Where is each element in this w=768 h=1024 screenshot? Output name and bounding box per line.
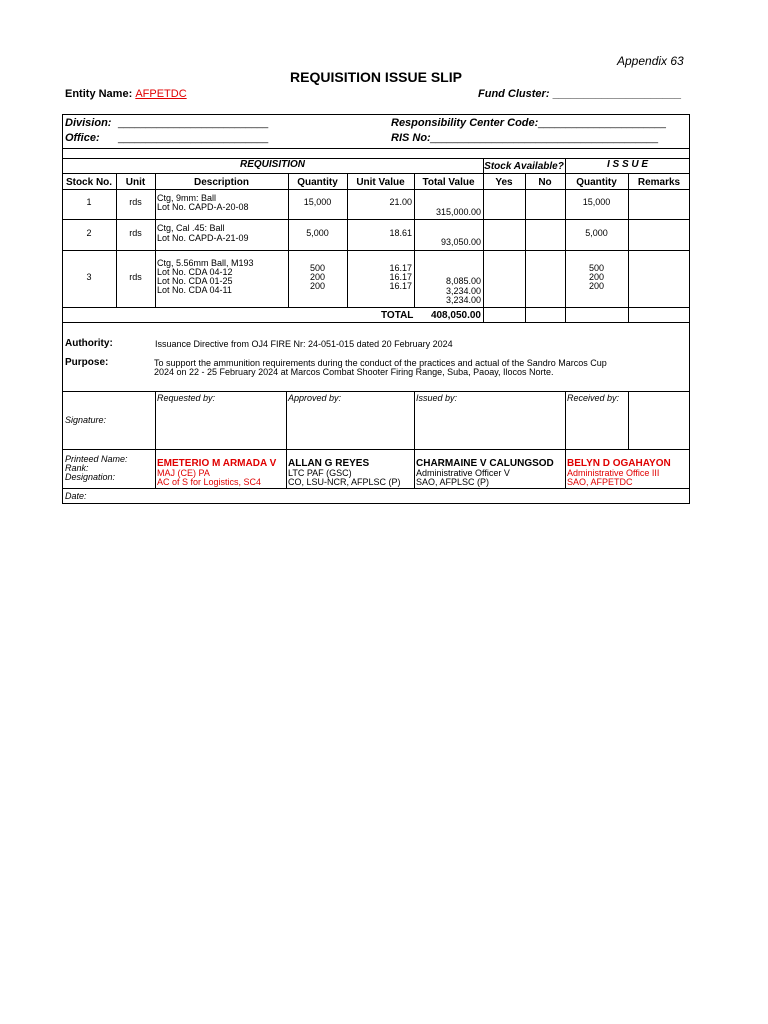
requested-name: EMETERIO M ARMADA V (157, 458, 277, 469)
row2-stock-no: 2 (86, 228, 92, 238)
col-no: No (538, 177, 552, 188)
table-line (155, 173, 156, 307)
row3-unit: rds (129, 272, 142, 282)
total-label: TOTAL (381, 310, 414, 321)
row3-desc: Lot No. CDA 01-25 (157, 276, 233, 286)
row1-issue-qty: 15,000 (582, 197, 611, 207)
authority-text: Issuance Directive from OJ4 FIRE Nr: 24-051-015 dated 20 February 2024 (155, 339, 453, 349)
requested-designation: AC of S for Logistics, SC4 (157, 477, 262, 487)
approved-designation: CO, LSU-NCR, AFPLSC (P) (288, 477, 401, 487)
row2-issue-qty: 5,000 (585, 228, 608, 238)
row3-stock-no: 3 (86, 272, 92, 282)
divider (62, 488, 690, 489)
requested-rank: MAJ (CE) PA (157, 468, 210, 478)
table-line (62, 219, 690, 220)
table-line (62, 307, 690, 308)
row1-total: 315,000.00 (435, 207, 481, 217)
rcc-line: _______________________ (538, 118, 666, 129)
table-line (628, 173, 629, 322)
divider (62, 148, 690, 149)
divider (628, 391, 629, 449)
row3-issue-qty: 500 (588, 263, 605, 273)
row1-unit-value: 21.00 (389, 197, 412, 207)
signature-label: Signature: (65, 415, 107, 425)
ris-label: RIS No: (391, 132, 431, 144)
office-label: Office: (65, 132, 100, 144)
row1-desc: Lot No. CAPD-A-20-08 (157, 202, 249, 212)
office-line: ___________________________ (118, 133, 269, 144)
row3-unit-value: 16.17 (389, 263, 412, 273)
purpose-text: To support the ammunition requirements during the conduct of the practices and actual of the Sandro Marcos Cup (154, 358, 607, 368)
table-line (116, 173, 117, 307)
entity-name (65, 88, 187, 100)
received-name: BELYN D OGAHAYON (567, 458, 671, 469)
row1-unit: rds (129, 197, 142, 207)
issued-rank: Administrative Officer V (416, 468, 510, 478)
row2-desc: Ctg, Cal .45: Ball (157, 223, 225, 233)
approved-name: ALLAN G REYES (288, 458, 370, 469)
received-rank: Administrative Office III (567, 468, 660, 478)
row2-desc: Lot No. CAPD-A-21-09 (157, 233, 249, 243)
table-line (483, 158, 484, 322)
issued-by-label: Issued by: (416, 393, 458, 403)
col-total-value: Total Value (422, 177, 475, 188)
total-value: 408,050.00 (430, 310, 481, 321)
table-line (62, 322, 690, 323)
stock-available-header: Stock Available? (484, 161, 564, 172)
issued-name: CHARMAINE V CALUNGSOD (416, 458, 554, 469)
row1-desc: Ctg, 9mm: Ball (157, 193, 217, 203)
row3-desc: Ctg, 5.56mm Ball, M193 (157, 258, 254, 268)
received-designation: SAO, AFPETDC (567, 477, 633, 487)
row2-unit-value: 18.61 (389, 228, 412, 238)
col-unit: Unit (125, 177, 146, 188)
appendix-number: Appendix 63 (617, 54, 684, 68)
row2-qty: 5,000 (306, 228, 329, 238)
row3-desc: Lot No. CDA 04-11 (157, 285, 232, 295)
col-issue-quantity: Quantity (576, 177, 617, 188)
col-yes: Yes (495, 177, 513, 188)
fund-cluster-line: _____________________ (552, 88, 682, 100)
divider (155, 391, 156, 488)
approved-rank: LTC PAF (GSC) (288, 468, 352, 478)
approved-by-label: Approved by: (288, 393, 342, 403)
division-label: Division: (65, 117, 112, 129)
fund-cluster (478, 88, 681, 100)
table-line (62, 250, 690, 251)
row3-issue-qty: 200 (588, 272, 605, 282)
issued-designation: SAO, AFPLSC (P) (416, 477, 490, 487)
row3-unit-value: 16.17 (389, 272, 412, 282)
rcc-label: Responsibility Center Code: (391, 117, 539, 129)
entity-label: Entity Name: (65, 88, 133, 100)
printed-name-label: Printeed Name: (65, 454, 128, 464)
divider (414, 391, 415, 488)
division-line: ___________________________ (118, 118, 269, 129)
rank-label: Rank: (65, 463, 89, 473)
divider (565, 391, 566, 488)
row3-total: 8,085.00 (445, 276, 481, 286)
row3-total: 3,234.00 (445, 286, 481, 296)
table-line (62, 189, 690, 190)
row2-unit: rds (129, 228, 142, 238)
row3-qty: 200 (309, 281, 326, 291)
table-line (565, 158, 566, 322)
entity-value: AFPETDC (135, 88, 187, 100)
row3-issue-qty: 200 (588, 281, 605, 291)
divider (62, 449, 690, 450)
row3-qty: 500 (309, 263, 326, 273)
col-quantity: Quantity (297, 177, 338, 188)
ris-line: _________________________________________ (430, 133, 659, 144)
requisition-header: REQUISITION (239, 159, 305, 170)
divider (62, 391, 690, 392)
col-unit-value: Unit Value (356, 177, 405, 188)
row3-qty: 200 (309, 272, 326, 282)
row3-total: 3,234.00 (445, 295, 481, 305)
fund-cluster-label: Fund Cluster: (478, 88, 550, 100)
authority-label: Authority: (65, 338, 113, 349)
row2-total: 93,050.00 (440, 237, 481, 247)
purpose-label: Purpose: (65, 357, 109, 368)
document-title: REQUISITION ISSUE SLIP (290, 69, 462, 85)
requested-by-label: Requested by: (157, 393, 216, 403)
col-remarks: Remarks (637, 177, 681, 188)
divider (286, 391, 287, 488)
date-label: Date: (65, 491, 87, 501)
designation-label: Designation: (65, 472, 116, 482)
table-line (525, 173, 526, 322)
divider (62, 173, 690, 174)
row3-unit-value: 16.17 (389, 281, 412, 291)
issue-header: I S S U E (606, 159, 649, 170)
col-description: Description (193, 177, 249, 188)
col-stock-no: Stock No. (65, 177, 113, 188)
purpose-text: 2024 on 22 - 25 February 2024 at Marcos Combat Shooter Firing Range, Suba, Paoay, Ilocos Norte. (154, 367, 554, 377)
row1-stock-no: 1 (86, 197, 92, 207)
row3-desc: Lot No. CDA 04-12 (157, 267, 233, 277)
received-by-label: Received by: (567, 393, 620, 403)
row1-qty: 15,000 (303, 197, 332, 207)
